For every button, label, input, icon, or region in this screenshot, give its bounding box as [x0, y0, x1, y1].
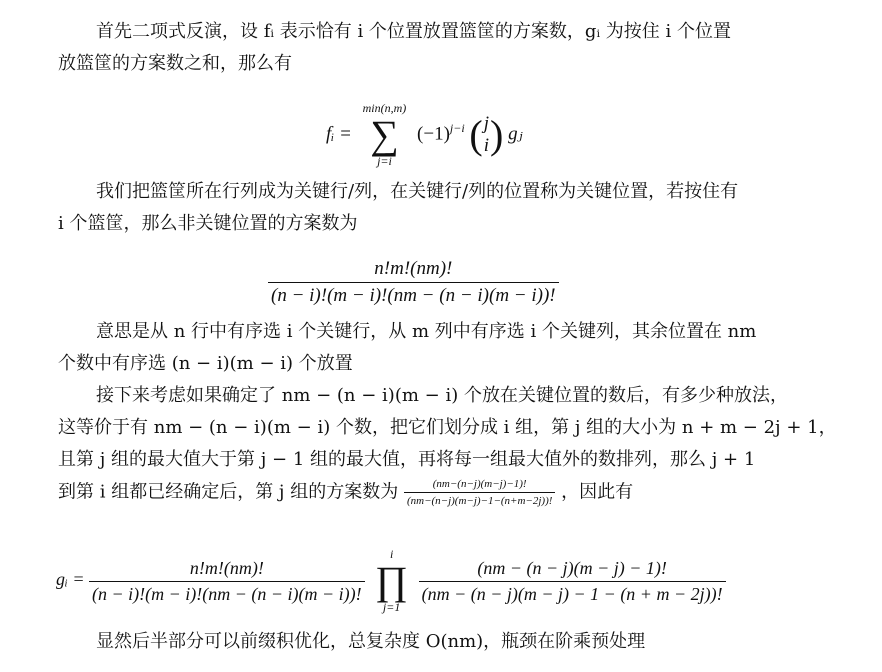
sum-upper-limit: min(n,m): [362, 101, 407, 115]
inline-numerator: (nm−(n−j)(m−j)−1)!: [432, 478, 527, 490]
prod-lower-limit: j=1: [382, 600, 401, 614]
eq2-fraction: [268, 258, 559, 307]
paragraph-1-line-1: 首先二项式反演，设 fᵢ 表示恰有 i 个位置放置篮筐的方案数，gᵢ 为按住 i 个位置: [96, 21, 731, 42]
paragraph-1-line-2: 放篮筐的方案数之和，那么有: [58, 53, 292, 74]
binom-top: j: [483, 113, 490, 134]
sum-symbol: ∑: [370, 112, 399, 157]
line-4-suffix: ，因此有: [561, 481, 634, 503]
paragraph-4-line-2: 这等价于有 nm − (n − i)(m − i) 个数，把它们划分成 i 组，第 j 组的大小为 n + m − 2j + 1，: [58, 417, 837, 438]
paragraph-2-line-2: i 个篮筐，那么非关键位置的方案数为: [58, 213, 358, 234]
line-4-prefix: 到第 i 组都已经确定后，第 j 组的方案数为: [58, 481, 399, 503]
inline-fraction: [404, 478, 555, 507]
eq2-denominator: (n − i)!(m − i)!(nm − (n − i)(m − i))!: [271, 285, 556, 306]
summation-operator: [363, 102, 407, 168]
eq3-denominator-1: (n − i)!(m − i)!(nm − (n − i)(m − i))!: [92, 583, 362, 604]
paragraph-3-line-2: 个数中有序选 (n − i)(m − i) 个放置: [58, 353, 353, 374]
binom-bottom: i: [483, 135, 490, 156]
equation-g-formula: [56, 548, 726, 614]
paragraph-2-line-1: 我们把篮筐所在行列成为关键行/列，在关键行/列的位置称为关键位置，若按住有: [96, 181, 739, 202]
eq1-tail: gⱼ: [508, 123, 523, 145]
eq3-lhs: gᵢ =: [56, 569, 85, 590]
eq1-exponent: j−i: [449, 121, 465, 136]
product-operator: [375, 548, 408, 614]
eq3-denominator-2: (nm − (n − j)(m − j) − 1 − (n + m − 2j))!: [421, 583, 723, 604]
binomial-coefficient: ( j i ): [469, 112, 504, 157]
prod-symbol: ∏: [375, 558, 409, 603]
eq1-sign-term: (−1): [417, 123, 450, 145]
equation-binomial-inversion: [326, 102, 523, 168]
paragraph-4-line-4: [58, 478, 633, 507]
equation-non-key-positions: [268, 258, 559, 307]
paragraph-4-line-3: 且第 j 组的最大值大于第 j − 1 组的最大值，再将每一组最大值外的数排列，那么 j + 1: [58, 449, 756, 470]
eq2-numerator: n!m!(nm)!: [374, 258, 453, 279]
inline-denominator: (nm−(n−j)(m−j)−1−(n+m−2j))!: [406, 495, 553, 507]
prod-upper-limit: i: [389, 547, 394, 561]
eq3-fraction-1: [89, 558, 365, 605]
eq1-lhs: fᵢ =: [326, 123, 352, 145]
eq3-numerator-2: (nm − (n − j)(m − j) − 1)!: [477, 557, 667, 578]
paragraph-3-line-1: 意思是从 n 行中有序选 i 个关键行，从 m 列中有序选 i 个关键列，其余位置在 nm: [96, 321, 757, 342]
paragraph-5-line-1: 显然后半部分可以前缀积优化，总复杂度 O(nm)，瓶颈在阶乘预处理: [96, 631, 646, 652]
paragraph-4-line-1: 接下来考虑如果确定了 nm − (n − i)(m − i) 个放在关键位置的数后，有多少种放法，: [96, 385, 788, 406]
sum-lower-limit: j=i: [377, 154, 392, 168]
eq3-numerator-1: n!m!(nm)!: [189, 557, 264, 578]
eq3-fraction-2: [419, 558, 726, 605]
